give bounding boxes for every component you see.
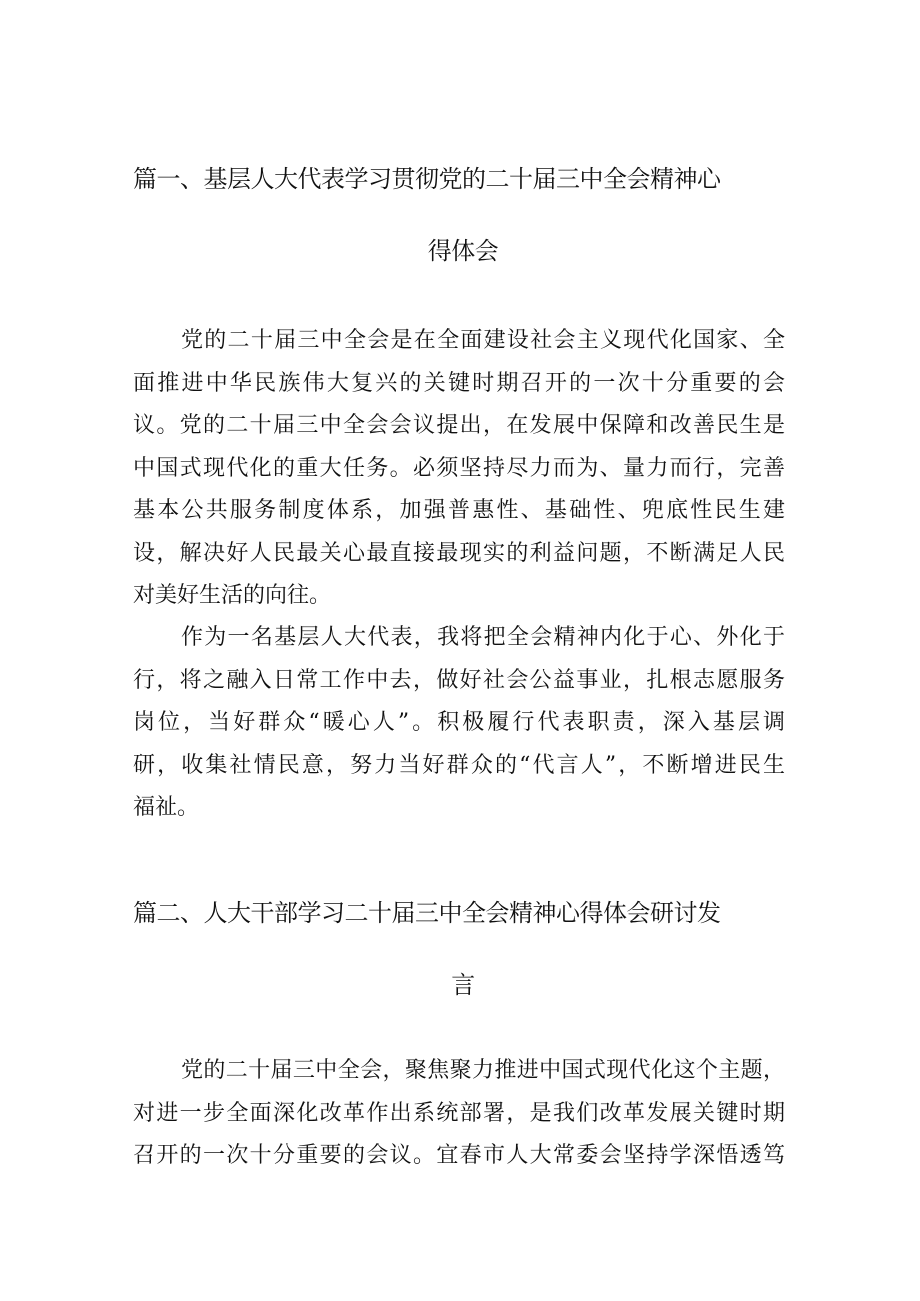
- paragraph-line: 行，将之融入日常工作中去，做好社会公益事业，扎根志愿服务: [133, 667, 785, 693]
- section-2-title-line2: 言: [451, 971, 475, 999]
- paragraph-line: 对美好生活的向往。: [133, 583, 332, 608]
- paragraph-line: 中国式现代化的重大任务。必须坚持尽力而为、量力而行，完善: [133, 455, 785, 481]
- paragraph-line: 面推进中华民族伟大复兴的关键时期召开的一次十分重要的会: [133, 370, 785, 396]
- section-2-title-line1: 篇二、人大干部学习二十届三中全会精神心得体会研讨发: [133, 899, 721, 927]
- paragraph-line: 设，解决好人民最关心最直接最现实的利益问题，不断满足人民: [133, 540, 785, 566]
- paragraph-line: 作为一名基层人大代表，我将把全会精神内化于心、外化于: [181, 625, 785, 650]
- section-1-title-line2: 得体会: [427, 237, 499, 265]
- paragraph-line: 党的二十届三中全会是在全面建设社会主义现代化国家、全: [181, 328, 785, 353]
- section-1-paragraph-2: [133, 617, 785, 830]
- section-1-title: [133, 143, 793, 287]
- paragraph-line: 对进一步全面深化改革作出系统部署，是我们改革发展关键时期: [133, 1100, 785, 1126]
- paragraph-line: 召开的一次十分重要的会议。宜春市人大常委会坚持学深悟透笃: [133, 1143, 785, 1168]
- section-1-paragraph-1: [133, 320, 785, 618]
- section-2-title: [133, 877, 793, 1021]
- section-2-paragraph-1: [133, 1050, 785, 1178]
- paragraph-line: 议。党的二十届三中全会会议提出，在发展中保障和改善民生是: [133, 413, 785, 438]
- paragraph-line: 岗位，当好群众“暖心人”。积极履行代表职责，深入基层调: [133, 710, 785, 735]
- paragraph-line: 福祉。: [133, 795, 200, 820]
- paragraph-line: 研，收集社情民意，努力当好群众的“代言人”，不断增进民生: [133, 752, 785, 778]
- section-1-title-line1: 篇一、基层人大代表学习贯彻党的二十届三中全会精神心: [133, 165, 721, 193]
- paragraph-line: 基本公共服务制度体系，加强普惠性、基础性、兜底性民生建: [133, 498, 785, 523]
- paragraph-line: 党的二十届三中全会，聚焦聚力推进中国式现代化这个主题，: [181, 1058, 785, 1083]
